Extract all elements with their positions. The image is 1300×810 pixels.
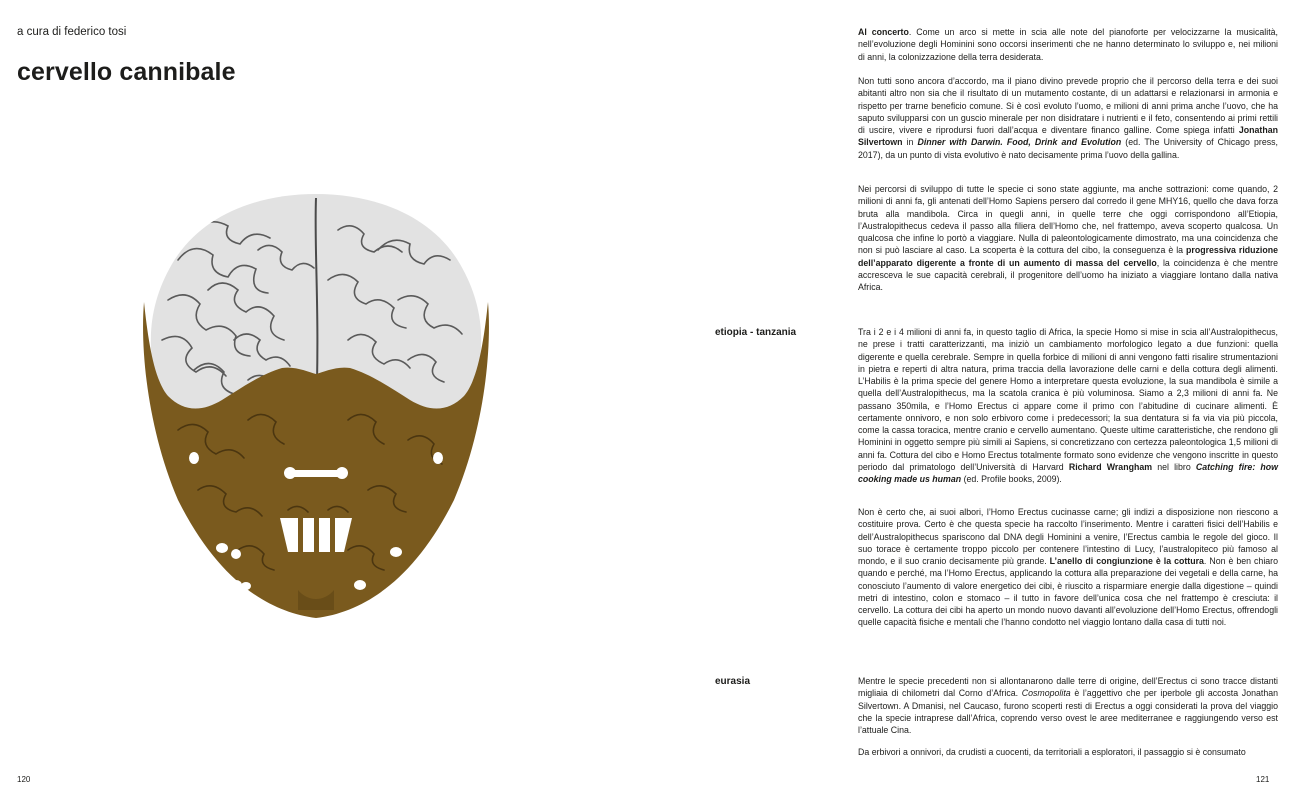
paragraph-eurasia-1: Mentre le specie precedenti non si allontanarono dalle terre di origine, dell’Erectus ci sono tracce distanti migliaia di chilometri dal Corno d’Africa. Cosmopolita è l’aggettivo che per iperbole gli accosta Jonathan Silvertown. A Dmanisi, nel Caucaso, furono scoperti resti di Erectus a oggi considerati la prova del viaggio che la specie intraprese dall’Africa, coprendo verso ovest le aree mediterranee e raggiungendo verso est l’attuale Cina. [858, 676, 1278, 735]
folio-right: 121 [1256, 775, 1270, 784]
article-title: cervello cannibale [17, 58, 236, 86]
paragraph-eurasia-2: Da erbivori a onnivori, da crudisti a cuocenti, da territoriali a esploratori, il passaggio si è consumato [858, 747, 1246, 757]
byline: a cura di federico tosi [17, 26, 127, 38]
paragraph-etiopia-1: Tra i 2 e i 4 milioni di anni fa, in questo taglio di Africa, la specie Homo si mise in scia all’Australopithecus, ne prese i tratti caratterizzanti, ma iniziò un cambiamento morfologico legato a due funzioni: quella digerente e quella cerebrale. Sempre in quella forbice di milioni di anni vengono fatti risalire strumentazioni in pietra e reperti di altra natura, prima traccia della lavorazione delle carni e della cottura degli alimenti. L’Habilis è la prima specie del genere Homo a interpretare questa evoluzione, la sua mandibola è simile a quella dell’Australopithecus, ma la scatola cranica è più voluminosa. Siamo a 2,3 milioni di anni fa. Ne passano 350mila, e l’Homo Erectus ci appare come il primo con l’abitudine di cucinare alimenti. È certamente onnivoro, e non solo erbivoro come i predecessori; la sua dentatura si fa via via più piccola, come la cassa toracica, mentre cranio e cervello aumentano. Queste ultime caratteristiche, che rendono gli Hominini in oggetto sempre più simili ai Sapiens, si concretizzano con certezza paleontologica 1,5 milioni di anni fa. Cottura del cibo e Homo Erectus totalmente formato sono evidenze che vengono inscritte in questo periodo dal primatologo dell’Università di Harvard Richard Wrangham nel libro Catching fire: how cooking made us human (ed. Profile books, 2009). [858, 327, 1278, 484]
brain-with-muzzle-mask-icon [138, 190, 494, 622]
paragraph-intro: Al concerto. Come un arco si mette in scia alle note del pianoforte per velocizzarne la musicalità, nell’evoluzione degli Hominini sono occorsi inserimenti che ne hanno determinato lo sviluppo e, nei milioni di anni, la colonizzazione della terra desiderata. [858, 27, 1278, 62]
folio-left: 120 [17, 775, 31, 784]
paragraph-etiopia-2: Non è certo che, ai suoi albori, l’Homo Erectus cucinasse carne; gli indizi a disposizione non riescono a costituire prova. Certo è che questa specie ha raccolto l’inserimento. Mentre i caratteri fisici dell’Habilis e dell’Australopithecus spariscono dal DNA degli Hominini a venire, l’Erectus cambia le regole del gioco. Il suo torace è certamente troppo piccolo per contenere l’intestino di Lucy, l’australopiteco più famoso al mondo, e il suo cranio decisamente più grande. L’anello di congiunzione è la cottura. Non è ben chiaro quando e perché, ma l’Homo Erectus, applicando la cottura alla preparazione dei vegetali e della carne, ha conosciuto l’aumento di valore energetico dei cibi, è riuscito a risparmiare energie dalla digestione – quindi metri di intestino, colon e stomaco – il tutto in favore dell’unica cosa che nel frattempo è cresciuta: il cervello. La cottura dei cibi ha aperto un mondo nuovo davanti all’evoluzione dell’Homo Erectus, offrendogli quelle capacità fisiche e mentali che l’hanno condotto nel viaggio lontano dalla casa di tutti noi. [858, 507, 1278, 628]
mask-nose-strap [290, 470, 342, 477]
section-heading-eurasia: eurasia [715, 676, 751, 687]
paragraph-3: Nei percorsi di sviluppo di tutte le specie ci sono state aggiunte, ma anche sottrazioni: come quando, 2 milioni di anni fa, gli antenati dell’Homo Sapiens persero dal corredo il gene MHY16, quello che dava forza bruta alla mandibola. Circa in quegli anni, in quelle terre che oggi corrispondono all’Etiopia, l’Australopithecus cedeva il passo alla filiera dell’Homo che, nel frattempo, aveva scoperto qualcosa. Un qualcosa che infine lo portò a viaggiare. Nulla di paleontologicamente dimostrato, ma una coincidenza che non si può lasciare al caso. La scoperta è la cottura del cibo, la conseguenza è la progressiva riduzione dell’apparato digerente a fronte di un aumento di massa del cervello, la coincidenza è che mentre accresceva le sue capacità cerebrali, il progenitore dell’uomo ha iniziato a viaggiare lontano dalla nativa Africa. [858, 184, 1279, 292]
paragraph-2: Non tutti sono ancora d’accordo, ma il piano divino prevede proprio che il percorso della terra e dei suoi abitanti altro non sia che il risultato di un mutamento costante, di un adattarsi e relazionarsi in armonia e rispetto per trarne beneficio comune. Si è così evoluto l’uomo, e milioni di anni prima anche l’uovo, che ha saputo svilupparsi con un guscio minerale per non disidratare i nutrienti e il feto, consentendo ai primi rettili di uscire, vivere e riprodursi fuori dall’acqua e diventare financo galline. Come spiega infatti Jonathan Silvertown in Dinner with Darwin. Food, Drink and Evolution (ed. The University of Chicago press, 2017), da un punto di vista evolutivo è nato decisamente prima l’uovo della gallina. [858, 76, 1278, 160]
section-heading-etiopia-tanzania: etiopia - tanzania [715, 327, 797, 338]
